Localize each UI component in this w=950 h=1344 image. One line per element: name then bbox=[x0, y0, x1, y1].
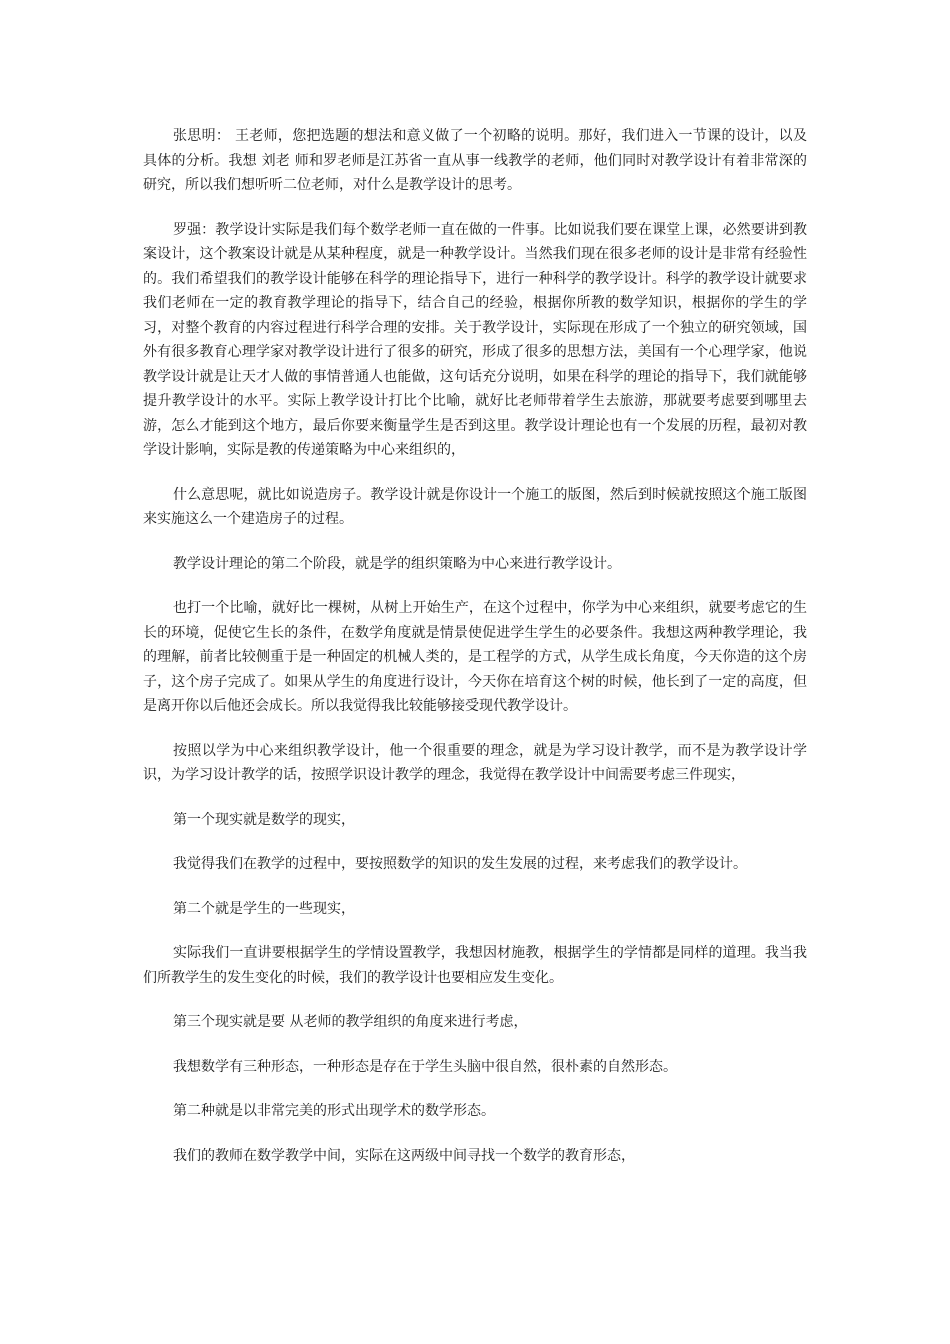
paragraph-educational-form: 我们的教师在数学教学中间，实际在这两级中间寻找一个数学的教育形态， bbox=[173, 1147, 635, 1164]
paragraph-spacer bbox=[143, 788, 807, 808]
paragraph-spacer bbox=[143, 532, 807, 552]
paragraph-spacer bbox=[143, 1079, 807, 1099]
paragraph-first-reality: 第一个现实就是数学的现实， bbox=[173, 811, 355, 828]
paragraph-spacer bbox=[143, 1124, 807, 1144]
paragraph-academic-form: 第二种就是以非常完美的形式出现学术的数学形态。 bbox=[173, 1103, 495, 1119]
paragraph-math-knowledge: 我觉得我们在教学的过程中，要按照数学的知识的发生发展的过程，来考虑我们的教学设计。 bbox=[173, 856, 747, 872]
paragraph-luo-teaching-design: 罗强：教学设计实际是我们每个数学老师一直在做的一件事。比如说我们要在课堂上课，必然要讲到教案设计，这个教案设计就是从某种程度，就是一种教学设计。当然我们现在很多老师的设计是非常有经验性的。我们希望我们的教学设计能够在科学的理论指导下，进行一种科学的教学设计。科学的教学设计就要求我们老师在一定的教育教学理论的指导下，结合自己的经验，根据你所教的数学知识，根据你的学生的学习，对整个教育的内容过程进行科学合理的安排。关于教学设计，实际现在形成了一个独立的研究领域，国外有很多教育心理学家对教学设计进行了很多的研究，形成了很多的思想方法，美国有一个心理学家，他说教学设计就是让天才人做的事情普通人也能做，这句话充分说明，如果在科学的理论的指导下，我们就能够提升教学设计的水平。实际上教学设计打比个比喻，就好比老师带着学生去旅游，那就要考虑要到哪里去游，怎么才能到这个地方，最后你要来衡量学生是否到这里。教学设计理论也有一个发展的历程，最初对教学设计影响，实际是教的传递策略为中心来组织的， bbox=[143, 221, 807, 458]
paragraph-three-forms: 我想数学有三种形态，一种形态是存在于学生头脑中很自然，很朴素的自然形态。 bbox=[173, 1058, 677, 1075]
paragraph-spacer bbox=[143, 832, 807, 852]
paragraph-intro-zhang: 张思明： 王老师，您把选题的想法和意义做了一个初略的说明。那好，我们进入一节课的设计，以及具体的分析。我想 刘老 师和罗老师是江苏省一直从事一线教学的老师，他们同时对教学设计有着非常深的研究，所以我们想听听二位老师，对什么是教学设计的思考。 bbox=[143, 128, 807, 193]
paragraph-spacer bbox=[143, 198, 807, 218]
paragraph-spacer bbox=[143, 877, 807, 897]
paragraph-tree-metaphor: 也打一个比喻，就好比一棵树，从树上开始生产，在这个过程中，你学为中心来组织，就要考虑它的生长的环境，促使它生长的条件，在数学角度就是情景使促进学生学生的必要条件。我想这两种教学理论，我的理解，前者比较侧重于是一种固定的机械人类的，是工程学的方式，从学生成长角度，今天你造的这个房子，这个房子完成了。如果从学生的角度进行设计，今天你在培育这个树的时候，他长到了一定的高度，但是离开你以后他还会成长。所以我觉得我比较能够接受现代教学设计。 bbox=[143, 600, 807, 714]
paragraph-spacer bbox=[143, 463, 807, 483]
paragraph-second-stage: 教学设计理论的第二个阶段，就是学的组织策略为中心来进行教学设计。 bbox=[173, 555, 621, 572]
paragraph-third-reality: 第三个现实就是要 从老师的教学组织的角度来进行考虑， bbox=[173, 1014, 528, 1030]
paragraph-spacer bbox=[143, 921, 807, 941]
paragraph-spacer bbox=[143, 990, 807, 1010]
paragraph-spacer bbox=[143, 719, 807, 739]
paragraph-spacer bbox=[143, 1035, 807, 1055]
document-body bbox=[143, 124, 807, 1168]
paragraph-learning-centered: 按照以学为中心来组织教学设计，他一个很重要的理念，就是为学习设计教学，而不是为教学设计学识，为学习设计教学的话，按照学识设计教学的理念，我觉得在教学设计中间需要考虑三件现实， bbox=[143, 742, 807, 783]
paragraph-student-situation: 实际我们一直讲要根据学生的学情设置教学，我想因材施教，根据学生的学情都是同样的道理。我当我们所教学生的发生变化的时候，我们的教学设计也要相应发生变化。 bbox=[143, 945, 807, 986]
paragraph-house-metaphor: 什么意思呢，就比如说造房子。教学设计就是你设计一个施工的版图，然后到时候就按照这个施工版图来实施这么一个建造房子的过程。 bbox=[143, 486, 807, 527]
paragraph-second-reality: 第二个就是学生的一些现实， bbox=[173, 900, 355, 917]
paragraph-spacer bbox=[143, 576, 807, 596]
